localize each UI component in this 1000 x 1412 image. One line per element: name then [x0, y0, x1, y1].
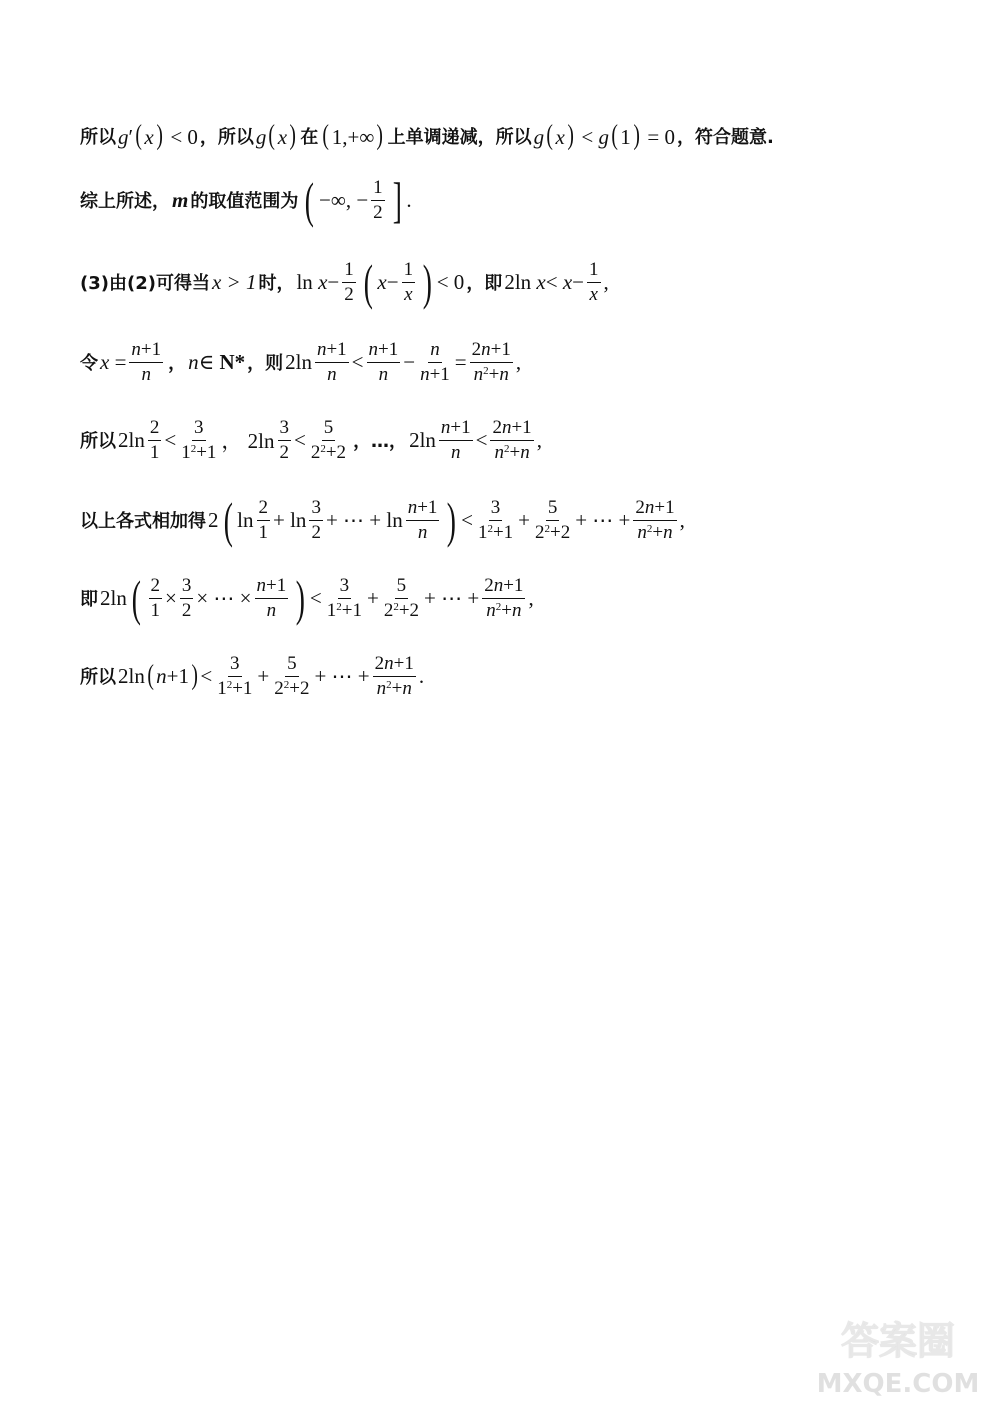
watermark-bottom-text: MXQE.COM	[816, 1369, 980, 1399]
formula: g( x)	[255, 120, 297, 151]
formula: n∈ N*	[188, 349, 246, 374]
text: 的取值范围为	[190, 191, 299, 212]
formula: 2ln $\frac{n+1}{n}$ < $\frac{n+1}{n}$ − $\frac{n}{n+1}$ = $\frac{2n+1}{n^2+n}$ ,	[285, 338, 522, 385]
formula: 2ln x < x − $\frac{1}{x}$ ,	[504, 258, 609, 305]
formula: 2ln ( $\frac{2}{1}$ × $\frac{3}{2}$ × ⋯ × $\frac{n+1}{n}$ ) < $\frac{3}{1^2+1}$ + $\frac{5}{2^2+2}$ + ⋯ + $\frac{2n+1}{n^2+n}$ ,	[100, 570, 534, 626]
formula: 2ln ( n +1 ) < $\frac{3}{1^2+1}$ + $\frac{5}{2^2+2}$ + ⋯ + $\frac{2n+1}{n^2+n}$ .	[118, 652, 425, 699]
solution-line-4	[80, 332, 523, 392]
formula: x > 1	[211, 269, 257, 294]
text: ，则	[247, 353, 284, 374]
text: 时，	[258, 273, 295, 294]
text: 所以	[80, 667, 116, 688]
text: 即	[80, 589, 98, 610]
formula: ( 1,+∞)	[322, 120, 384, 151]
text: ，即	[466, 273, 503, 294]
solution-line-1	[80, 116, 774, 156]
solution-line-5	[80, 410, 544, 470]
text: 以上各式相加得	[80, 511, 206, 532]
text: 所以	[80, 127, 116, 148]
watermark-logo-icon	[808, 1312, 988, 1402]
text: (3)由(2)可得当	[80, 273, 210, 294]
formula: g′( x) < 0	[118, 120, 198, 151]
solution-line-3	[80, 252, 611, 312]
variable-m: m	[172, 187, 189, 212]
watermark	[808, 1312, 988, 1402]
formula: 2 ( ln $\frac{2}{1}$ + ln $\frac{3}{2}$ + ⋯ + ln $\frac{n+1}{n}$ ) < $\frac{3}{1^2+1}$ + $\frac{5}{2^2+2}$ + ⋯ + $\frac{2n+1}{n^2+n}$ ,	[208, 492, 685, 548]
text: ，…，	[353, 431, 408, 452]
solution-line-6	[80, 488, 687, 552]
solution-line-7	[80, 566, 536, 630]
text: ，所以	[199, 127, 254, 148]
formula: 2ln $\frac{2}{1}$ < $\frac{3}{1^2+1}$ ， 2ln $\frac{3}{2}$ < $\frac{5}{2^2+2}$	[118, 416, 347, 463]
text: ，	[168, 353, 187, 374]
solution-line-2	[80, 170, 414, 230]
formula: x = $\frac{n+1}{n}$	[100, 338, 162, 385]
formula: g( x) < g( 1) = 0	[533, 120, 675, 151]
text: 上单调递减，所以	[387, 127, 532, 148]
text: 所以	[80, 431, 116, 452]
watermark-top-text: 答案圈	[840, 1319, 956, 1363]
text: 综上所述，	[80, 191, 170, 212]
text: 令	[80, 353, 98, 374]
solution-line-8	[80, 644, 426, 708]
text: ，符合题意.	[676, 127, 774, 148]
formula: ln x − $\frac{1}{2}$ ( x − $\frac{1}{x}$ ) < 0	[296, 254, 465, 310]
text: 在	[300, 127, 319, 148]
formula: ( −∞, − $\frac{1}{2}$ ] .	[305, 172, 412, 228]
formula: 2ln $\frac{n+1}{n}$ < $\frac{2n+1}{n^2+n}$ ,	[409, 416, 542, 463]
